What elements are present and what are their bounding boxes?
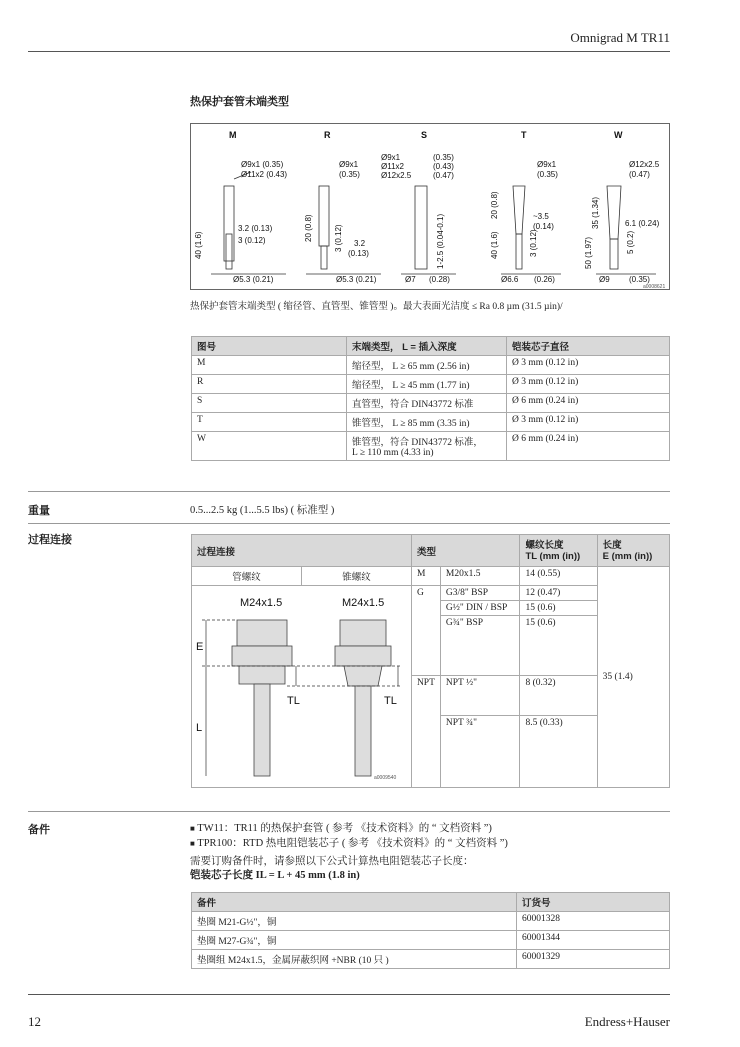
row-dia: Ø 3 mm (0.12 in) xyxy=(507,375,670,394)
s-d1: Ø9x1 xyxy=(381,153,401,162)
tip-r-body xyxy=(319,186,329,246)
order-code: 60001329 xyxy=(517,950,670,969)
tl-value: 12 (0.47) xyxy=(520,586,597,601)
tl-value: 15 (0.6) xyxy=(520,601,597,616)
accessories-bullets xyxy=(190,821,508,851)
col-header-order-code: 订货号 xyxy=(517,893,670,912)
m-l2: 3 (0.12) xyxy=(238,236,266,245)
w-d1: Ø12x2.5 xyxy=(629,160,660,169)
e-value: 35 (1.4) xyxy=(597,567,669,788)
type-code: NPT xyxy=(411,676,440,788)
type-value: NPT ¾" xyxy=(440,716,520,788)
row-id: S xyxy=(192,394,347,413)
accessories-table xyxy=(191,892,670,969)
m-l3: 40 (1.6) xyxy=(194,231,203,259)
figure-label-s: S xyxy=(421,130,428,140)
process-label: 过程连接 xyxy=(28,534,72,546)
list-item: ■ TW11：TR11 的热保护套管 ( 参考 《技术资料》的 “ 文档资料 ”) xyxy=(190,823,492,834)
part-name: 垫圈 M21-G½"，铜 xyxy=(192,912,517,931)
r-l3a: 3.2 xyxy=(354,239,366,248)
accessories-formula: 铠装芯子长度 IL = L + 45 mm (1.8 in) xyxy=(190,870,360,881)
order-code: 60001344 xyxy=(517,931,670,950)
accessories-rule xyxy=(28,811,670,812)
figure-label-r: R xyxy=(324,130,331,140)
row-dia: Ø 6 mm (0.24 in) xyxy=(507,432,670,461)
t-bottom-a: Ø6.6 xyxy=(501,275,519,284)
tip-t-body xyxy=(513,186,525,234)
sub-header-pipe-thread: 管螺纹 xyxy=(192,567,302,586)
s-bottom-b: (0.28) xyxy=(429,275,450,284)
s-v3: (0.47) xyxy=(433,171,454,180)
col-header-tl xyxy=(520,535,597,567)
r-l3b: (0.13) xyxy=(348,249,369,258)
part-name: 垫圈组 M24x1.5，金属屏蔽织网 +NBR (10 只 ) xyxy=(192,950,517,969)
process-table xyxy=(191,534,670,788)
row-id: M xyxy=(192,356,347,375)
table-row xyxy=(192,375,670,394)
footer-rule xyxy=(28,994,670,995)
tl-value: 14 (0.55) xyxy=(520,567,597,586)
footer-brand: Endress+Hauser xyxy=(584,1014,670,1029)
m-d1: Ø9x1 (0.35) xyxy=(241,160,284,169)
tl-value: 8.5 (0.33) xyxy=(520,716,597,788)
row-type-line2: L ≥ 110 mm (4.33 in) xyxy=(352,448,434,458)
type-value: G¾" BSP xyxy=(440,616,520,676)
right-hex-nut xyxy=(335,646,391,666)
figure-label-t: T xyxy=(521,130,527,140)
table-row xyxy=(192,356,670,375)
figure-ref-id: a0008621 xyxy=(643,284,666,289)
tip-s-body xyxy=(415,186,427,269)
col-header-connection: 过程连接 xyxy=(192,535,412,567)
table-row xyxy=(192,394,670,413)
left-thread-top xyxy=(237,620,287,646)
tl-header-line2: TL (mm (in)) xyxy=(525,551,581,562)
weight-label: 重量 xyxy=(28,505,50,517)
table-row xyxy=(192,931,670,950)
row-id: T xyxy=(192,413,347,432)
col-header-type: 类型 xyxy=(411,535,520,567)
w-bottom-b: (0.35) xyxy=(629,275,650,284)
process-connection-drawing xyxy=(192,586,410,784)
t-d2: (0.35) xyxy=(537,170,558,179)
w-d2: (0.47) xyxy=(629,170,650,179)
s-bottom-a: Ø7 xyxy=(405,275,416,284)
thread-label-left: M24x1.5 xyxy=(240,597,283,609)
t-bottom-b: (0.26) xyxy=(534,275,555,284)
type-value: NPT ½" xyxy=(440,676,520,716)
type-value: G½" DIN / BSP xyxy=(440,601,520,616)
row-type: 直管型，符合 DIN43772 标准 xyxy=(347,394,507,413)
type-value: M20x1.5 xyxy=(440,567,520,586)
left-thermowell-stem xyxy=(254,684,270,776)
tip-r-tip xyxy=(321,246,327,269)
table-row xyxy=(192,413,670,432)
type-value: G3/8" BSP xyxy=(440,586,520,601)
tl-header-line1: 螺纹长度 xyxy=(525,540,564,551)
row-id: W xyxy=(192,432,347,461)
col-header-part: 备件 xyxy=(192,893,517,912)
process-header-row xyxy=(192,535,670,567)
sub-header-taper-thread: 锥螺纹 xyxy=(301,567,411,586)
e-header-line2: E (mm (in)) xyxy=(602,551,653,562)
header-rule xyxy=(28,51,670,52)
row-dia: Ø 3 mm (0.12 in) xyxy=(507,413,670,432)
m-bottom: Ø5.3 (0.21) xyxy=(233,275,274,284)
tip-t-tip xyxy=(516,234,522,269)
accessories-note: 需要订购备件时，请参照以下公式计算热电阻铠装芯子长度： xyxy=(190,856,474,867)
part-name: 垫圈 M27-G¾"，铜 xyxy=(192,931,517,950)
row-type xyxy=(347,432,507,461)
tl-value: 8 (0.32) xyxy=(520,676,597,716)
tip-types-caption: 热保护套管末端类型 ( 缩径管、直管型、锥管型 )。最大表面光洁度 ≤ Ra 0.8 µm (31.5 µin)/ xyxy=(190,302,563,312)
dim-label-tl-left: TL xyxy=(287,695,300,707)
accessories-label: 备件 xyxy=(28,824,50,836)
e-header-line1: 长度 xyxy=(602,540,622,551)
m-d2: Ø11x2 (0.43) xyxy=(241,170,288,179)
r-d2: (0.35) xyxy=(339,170,360,179)
r-d1: Ø9x1 xyxy=(339,160,359,169)
s-v2: (0.43) xyxy=(433,162,454,171)
m-l1: 3.2 (0.13) xyxy=(238,224,273,233)
tl-value: 15 (0.6) xyxy=(520,616,597,676)
table-header-row xyxy=(192,337,670,356)
tip-types-title: 热保护套管末端类型 xyxy=(190,96,289,108)
table-row xyxy=(192,950,670,969)
tip-w-tip xyxy=(610,239,618,269)
left-hex-nut xyxy=(232,646,292,666)
table-row xyxy=(192,432,670,461)
s-v1: (0.35) xyxy=(433,153,454,162)
bullet-text: TPR100：RTD 热电阻铠装芯子 ( 参考 《技术资料》的 “ 文档资料 ”) xyxy=(197,838,508,849)
right-taper-thread xyxy=(344,666,382,686)
col-header-dia: 铠装芯子直径 xyxy=(507,337,670,356)
weight-rule xyxy=(28,491,670,492)
s-d2: Ø11x2 xyxy=(381,162,404,171)
thread-label-right: M24x1.5 xyxy=(342,597,385,609)
w-l3: 50 (1.97) xyxy=(584,236,593,269)
row-type: 缩径型， L ≥ 45 mm (1.77 in) xyxy=(347,375,507,394)
type-code: G xyxy=(411,586,440,676)
r-l2: 3 (0.12) xyxy=(334,224,343,252)
page-number: 12 xyxy=(28,1014,41,1029)
process-figure-ref: a0009540 xyxy=(374,775,397,781)
tip-types-table xyxy=(191,336,670,461)
tip-m-body xyxy=(224,186,234,261)
right-thread-top xyxy=(340,620,386,646)
table-header-row xyxy=(192,893,670,912)
row-type: 缩径型， L ≥ 65 mm (2.56 in) xyxy=(347,356,507,375)
type-code: M xyxy=(411,567,440,586)
t-l3: (0.14) xyxy=(533,222,554,231)
dim-label-tl-right: TL xyxy=(384,695,397,707)
table-row xyxy=(192,912,670,931)
tip-m-tip xyxy=(226,234,232,269)
w-l1: 35 (1.34) xyxy=(591,196,600,229)
s-d3: Ø12x2.5 xyxy=(381,171,412,180)
row-dia: Ø 6 mm (0.24 in) xyxy=(507,394,670,413)
row-type: 锥管型， L ≥ 85 mm (3.35 in) xyxy=(347,413,507,432)
t-l1: 20 (0.8) xyxy=(490,191,499,219)
r-l1: 20 (0.8) xyxy=(304,214,313,242)
r-bottom: Ø5.3 (0.21) xyxy=(336,275,377,284)
figure-label-w: W xyxy=(614,130,623,140)
t-l2: ~3.5 xyxy=(533,212,549,221)
t-l5: 3 (0.12) xyxy=(529,229,538,257)
figure-label-m: M xyxy=(229,130,237,140)
tip-types-drawing xyxy=(191,124,669,289)
t-l4: 40 (1.6) xyxy=(490,231,499,259)
bullet-text: TW11：TR11 的热保护套管 ( 参考 《技术资料》的 “ 文档资料 ”) xyxy=(197,823,492,834)
s-l1: 1-2.5 (0.04-0.1) xyxy=(436,213,445,269)
col-header-id: 图号 xyxy=(192,337,347,356)
row-dia: Ø 3 mm (0.12 in) xyxy=(507,356,670,375)
w-bottom-a: Ø9 xyxy=(599,275,610,284)
row-id: R xyxy=(192,375,347,394)
row-type-line1: 锥管型，符合 DIN43772 标准， xyxy=(352,438,483,448)
tip-types-figure xyxy=(190,123,670,290)
list-item: ■ TPR100：RTD 热电阻铠装芯子 ( 参考 《技术资料》的 “ 文档资料 ”) xyxy=(190,838,508,849)
weight-value: 0.5...2.5 kg (1...5.5 lbs) ( 标准型 ) xyxy=(190,505,335,516)
document-header-title: Omnigrad M TR11 xyxy=(570,30,670,45)
t-d1: Ø9x1 xyxy=(537,160,557,169)
process-rule xyxy=(28,523,670,524)
w-l4: 5 (0.2) xyxy=(626,230,635,254)
col-header-e xyxy=(597,535,669,567)
dim-label-l: L xyxy=(196,722,203,734)
w-l2: 6.1 (0.24) xyxy=(625,219,660,228)
left-thread-bottom xyxy=(239,666,285,684)
tip-w-body xyxy=(607,186,621,239)
right-thermowell-stem xyxy=(355,686,371,776)
order-code: 60001328 xyxy=(517,912,670,931)
table-row xyxy=(192,567,670,586)
dim-label-e: E xyxy=(196,641,204,653)
process-figure-cell xyxy=(192,586,412,788)
col-header-type: 末端类型， L = 插入深度 xyxy=(347,337,507,356)
